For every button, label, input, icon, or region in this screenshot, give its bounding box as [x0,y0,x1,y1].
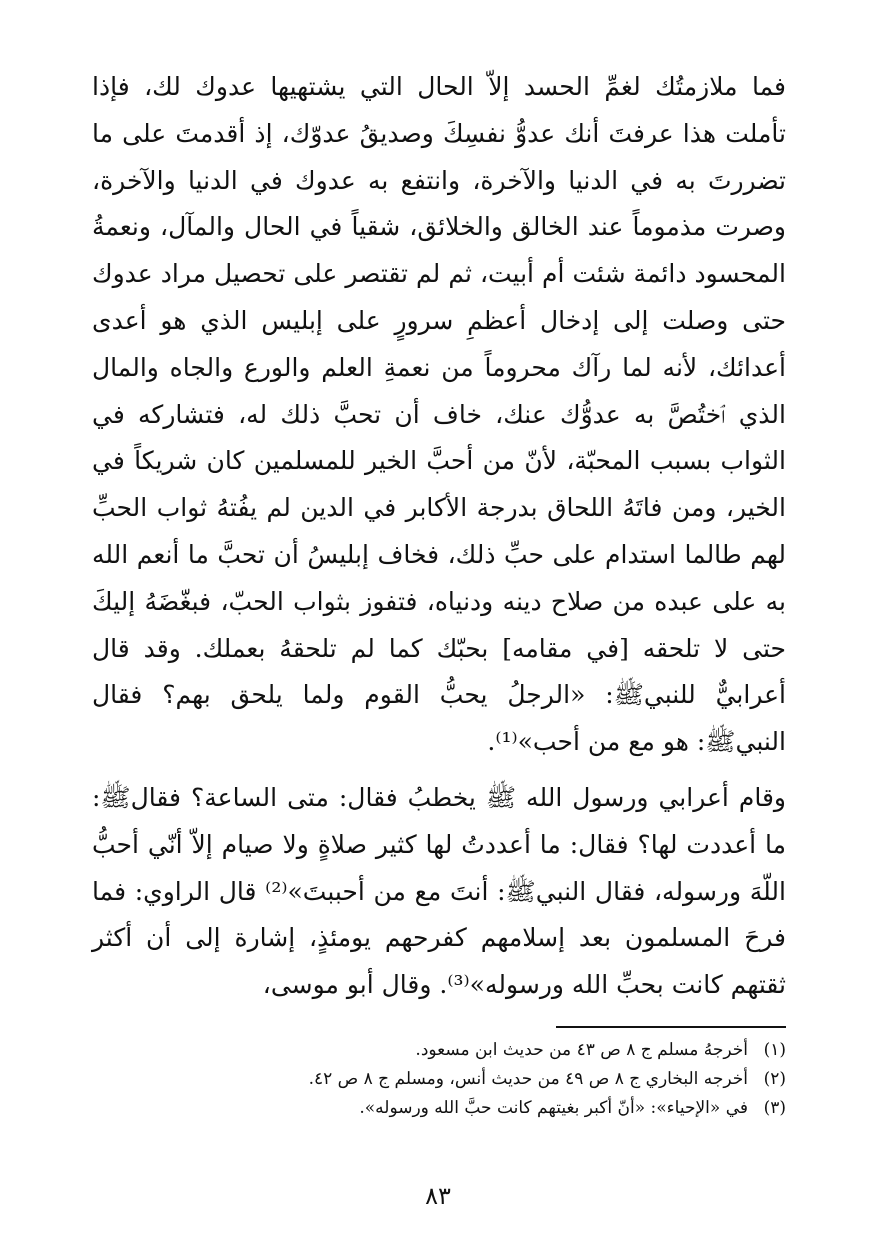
footnote-separator [556,1026,786,1028]
footnote-number: (٣) [763,1098,786,1118]
footnote-text: أخرجه البخاري ج ٨ ص ٤٩ من حديث أنس، ومسلم ج ٨ ص ٤٢. [308,1069,748,1089]
footnote-2 [92,1065,786,1094]
footnote-1 [92,1036,786,1065]
footnote-text: في «الإحياء»: «أنّ أكبر بغيتهم كانت حبَّ الله ورسوله». [359,1098,748,1118]
page-number: ٨٣ [425,1182,451,1210]
footnote-number: (١) [763,1040,786,1060]
body-paragraph-1: فما ملازمتُك لغمِّ الحسد إلاّ الحال التي يشتهيها عدوك لك، فإذا تأملت هذا عرفتَ أنك عدوُّ نفسِكَ وصديقُ عدوّك، إذ أقدمتَ على ما تضررتَ به في الدنيا والآخرة، وانتفع به عدوك في الدنيا والآخرة، وصرت مذموماً عند الخالق والخلائق، شقياً في الحال والمآل، ونعمةُ المحسود دائمة شئت أم أبيت، ثم لم تقتصر على تحصيل مراد عدوك حتى وصلت إلى إدخال أعظمِ سرورٍ على إبليس الذي هو أعدى أعدائك، لأنه لما رآك محروماً من نعمةِ العلم والورع والجاه والمال الذي ٱختُصَّ به عدوُّك عنك، خاف أن تحبَّ ذلك له، فتشاركه في الثواب بسبب المحبّة، لأنّ من أحبَّ الخير للمسلمين كان شريكاً في الخير، ومن فاتَهُ اللحاق بدرجة الأكابر في الدين لم يفُتهُ ثواب الحبِّ لهم طالما استدام على حبِّ ذلك، فخاف إبليسُ أن تحبَّ ما أنعم الله به على عبده من صلاح دينه ودنياه، فتفوز بثواب الحبّ، فبغّضَهُ إليكَ حتى لا تلحقه [في مقامه] بحبّك كما لم تلحقهُ بعملك. وقد قال أعرابيٌّ للنبيﷺ: «الرجلُ يحبُّ القوم ولما يلحق بهم؟ فقال النبيﷺ: هو مع من أحب»⁽¹⁾. [92,72,786,757]
footnote-text: أخرجهُ مسلم ج ٨ ص ٤٣ من حديث ابن مسعود. [415,1040,748,1060]
body-paragraph-2: وقام أعرابي ورسول الله ﷺ يخطبُ فقال: متى الساعة؟ فقالﷺ: ما أعددت لها؟ فقال: ما أعددتُ لها كثير صلاةٍ ولا صيام إلاّ أنّي أحبُّ اللّهَ ورسوله، فقال النبيﷺ: أنتَ مع من أحببتَ»⁽²⁾ قال الراوي: فما فرحَ المسلمون بعد إسلامهم كفرحهم يومئذٍ، إشارة إلى أن أكثر ثقتهم كانت بحبِّ الله ورسوله»⁽³⁾. وقال أبو موسى، [92,783,786,1000]
footnote-3 [92,1094,786,1123]
footnote-number: (٢) [763,1069,786,1089]
footnotes [92,1036,786,1123]
